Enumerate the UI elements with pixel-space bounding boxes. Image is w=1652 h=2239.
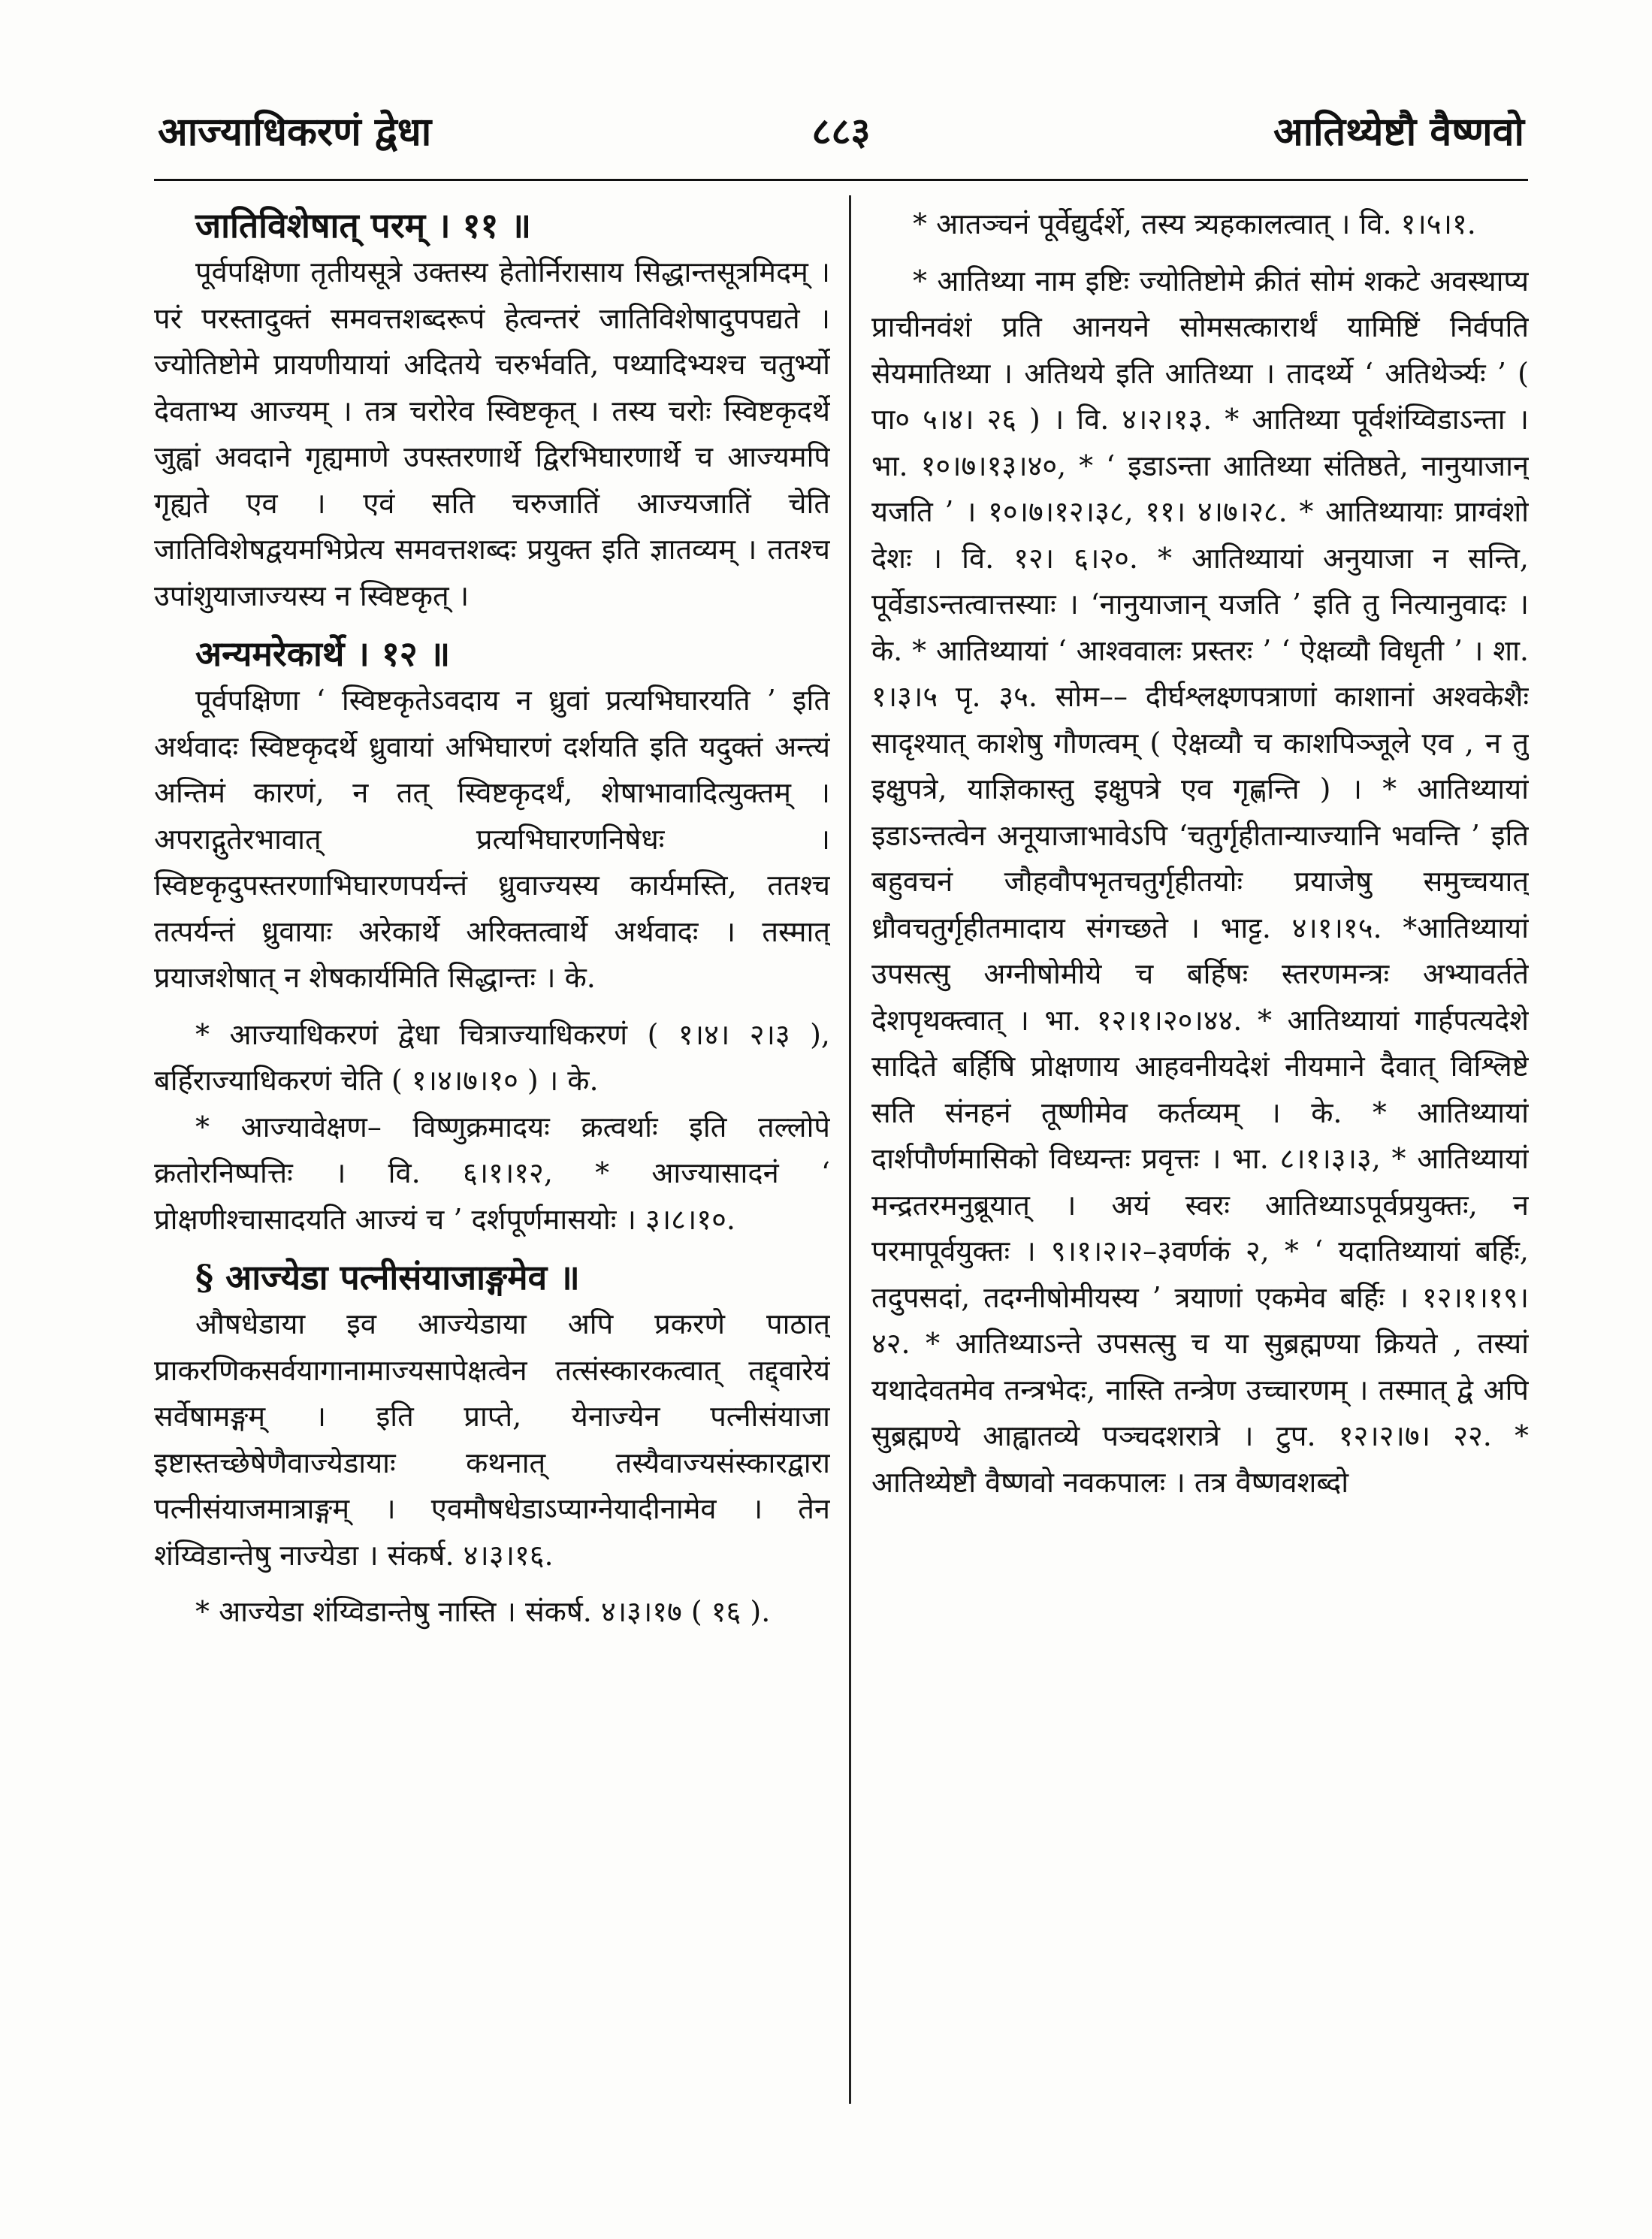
- paragraph: * आज्याधिकरणं द्वेधा चित्राज्याधिकरणं ( १।४। २।३ ), बर्हिराज्याधिकरणं चेति ( १।४।७।१० ) । के.: [154, 1017, 830, 1097]
- paragraph: * आज्येडा शंय्विडान्तेषु नास्ति । संकर्ष. ४।३।१७ ( १६ ).: [195, 1595, 771, 1628]
- paragraph: * आतिथ्या नाम इष्टिः ज्योतिष्टोमे क्रीतं सोमं शकटे अवस्थाप्य प्राचीनवंशं प्रति आनयने सोमसत्कारार्थं यामिष्टिं निर्वपति सेयमातिथ्या । अतिथये इति आतिथ्या । तादर्थ्ये ‘ अतिथेर्ञ्यः ’ ( पा० ५।४। २६ ) । वि. ४।२।१३. * आतिथ्या पूर्वशंय्विडाऽन्ता । भा. १०।७।१३।४०, * ‘ इडाऽन्ता आतिथ्या संतिष्ठते, नानुयाजान् यजति ’ । १०।७।१२।३८, ११। ४।७।२८. * आतिथ्यायाः प्राग्वंशो देशः । वि. १२। ६।२०. * आतिथ्यायां अनुयाजा न सन्ति, पूर्वेडाऽन्तत्वात्तस्याः । ‘नानुयाजान् यजति ’ इति तु नित्यानुवादः । के. * आतिथ्यायां ‘ आश्ववालः प्रस्तरः ’ ‘ ऐक्षव्यौ विधृती ’ । शा. १।३।५ पृ. ३५. सोम–– दीर्घश्लक्ष्णपत्राणां काशानां अश्वकेशैः सादृश्यात् काशेषु गौणत्वम् ( ऐक्षव्यौ च काशपिञ्जूले एव , न तु इक्षुपत्रे, याज्ञिकास्तु इक्षुपत्रे एव गृह्णन्ति ) । * आतिथ्यायां इडाऽन्तत्वेन अनूयाजाभावेऽपि ‘चतुर्गृहीतान्याज्यानि भवन्ति ’ इति बहुवचनं जौहवौपभृतचतुर्गृहीतयोः प्रयाजेषु समुच्चयात् ध्रौवचतुर्गृहीतमादाय संगच्छते । भाट्ट. ४।१।१५. *आतिथ्यायां उपसत्सु अग्नीषोमीये च बर्हिषः स्तरणमन्त्रः अभ्यावर्तते देशपृथक्त्वात् । भा. १२।१।२०।४४. * आतिथ्यायां गार्हपत्यदेशे सादिते बर्हिषि प्रोक्षणाय आहवनीयदेशं नीयमाने दैवात् विश्लिष्टे सति संनहनं तूष्णीमेव कर्तव्यम् । के. * आतिथ्यायां दार्शपौर्णमासिको विध्यन्तः प्रवृत्तः । भा. ८।१।३।३, * आतिथ्यायां मन्द्रतरमनुब्रूयात् । अयं स्वरः आतिथ्याऽपूर्वप्रयुक्तः, न परमापूर्वयुक्तः । ९।१।२।२–३वर्णकं २, * ‘ यदातिथ्यायां बर्हिः, तदुपसदां, तदग्नीषोमीयस्य ’ त्रयाणां एकमेव बर्हिः । १२।१।१९।४२. * आतिथ्याऽन्ते उपसत्सु च या सुब्रह्मण्या क्रियते , तस्यां यथादेवतमेव तन्त्रभेदः, नास्ति तन्त्रेण उच्चारणम् । तस्मात् द्वे अपि सुब्रह्मण्ये आह्वातव्ये पञ्चदशरात्रे । टुप. १२।२।७। २२. * आतिथ्येष्टौ वैष्णवो नवकपालः । तत्र वैष्णवशब्दो: [871, 264, 1529, 1499]
- header-right-title: आतिथ्येष्टौ वैष्णवो: [1273, 108, 1524, 155]
- left-column: [154, 201, 830, 2209]
- header-rule: [154, 179, 1528, 181]
- paragraph: पूर्वपक्षिणा तृतीयसूत्रे उक्तस्य हेतोर्निरासाय सिद्धान्तसूत्रमिदम् । परं परस्तादुक्तं समवत्तशब्दरूपं हेत्वन्तरं जातिविशेषादुपपद्यते । ज्योतिष्टोमे प्रायणीयायां अदितये चरुर्भवति, पथ्यादिभ्यश्च चतुर्भ्यो देवताभ्य आज्यम् । तत्र चरोरेव स्विष्टकृत् । तस्य चरोः स्विष्टकृदर्थे जुह्वां अवदाने गृह्यमाणे उपस्तरणार्थे द्विरभिघारणार्थे च आज्यमपि गृह्यते एव । एवं सति चरुजातिं आज्यजातिं चेति जातिविशेषद्वयमभिप्रेत्य समवत्तशब्दः प्रयुक्त इति ज्ञातव्यम् । ततश्च उपांशुयाजाज्यस्य न स्विष्टकृत् ।: [154, 255, 830, 612]
- running-header: [158, 96, 1524, 164]
- paragraph: * आतञ्चनं पूर्वेद्युर्दर्शे, तस्य त्र्यहकालत्वात् । वि. १।५।१.: [913, 207, 1476, 240]
- paragraph: पूर्वपक्षिणा ‘ स्विष्टकृतेऽवदाय न ध्रुवां प्रत्यभिघारयति ’ इति अर्थवादः स्विष्टकृदर्थे ध्रुवायां अभिघारणं दर्शयति इति यदुक्तं अन्त्यं अन्तिमं कारणं, न तत् स्विष्टकृदर्थं, शेषाभावादित्युक्तम् । अपराद्गुतेरभावात् प्रत्यभिघारणनिषेधः । स्विष्टकृदुपस्तरणाभिघारणपर्यन्तं ध्रुवाज्यस्य कार्यमस्ति, ततश्च तत्पर्यन्तं ध्रुवायाः अरेकार्थे अरिक्तत्वार्थे अर्थवादः । तस्मात् प्रयाजशेषात् न शेषकार्यमिति सिद्धान्तः । के.: [154, 684, 830, 994]
- paragraph: औषधेडाया इव आज्येडाया अपि प्रकरणे पाठात् प्राकरणिकसर्वयागानामाज्यसापेक्षत्वेन तत्संस्कारकत्वात् तद्द्वारेयं सर्वेषामङ्गम् । इति प्राप्ते, येनाज्येन पत्नीसंयाजा इष्टास्तच्छेषेणैवाज्येडायाः कथनात् तस्यैवाज्यसंस्कारद्वारा पत्नीसंयाजमात्राङ्गम् । एवमौषधेडाऽप्याग्नेयादीनामेव । तेन शंय्विडान्तेषु नाज्येडा । संकर्ष. ४।३।१६.: [154, 1307, 830, 1572]
- sutra-heading: जातिविशेषात् परम् । ११ ॥: [195, 205, 532, 246]
- column-divider: [849, 195, 851, 2104]
- paragraph: * आज्यावेक्षण– विष्णुक्रमादयः क्रत्वर्थाः इति तल्लोपे क्रतोरनिष्पत्तिः । वि. ६।१।१२, * आज्यासादनं ‘ प्रोक्षणीश्चासादयति आज्यं च ’ दर्शपूर्णमासयोः । ३।८।१०.: [154, 1110, 830, 1236]
- right-column: [871, 201, 1529, 2209]
- header-left-title: आज्याधिकरणं द्वेधा: [158, 108, 432, 155]
- sutra-heading: अन्यमरेकार्थे । १२ ॥: [195, 633, 451, 674]
- sutra-heading: § आज्येडा पत्नीसंयाजाङ्गमेव ॥: [195, 1257, 580, 1298]
- page-number: ८८३: [811, 109, 871, 153]
